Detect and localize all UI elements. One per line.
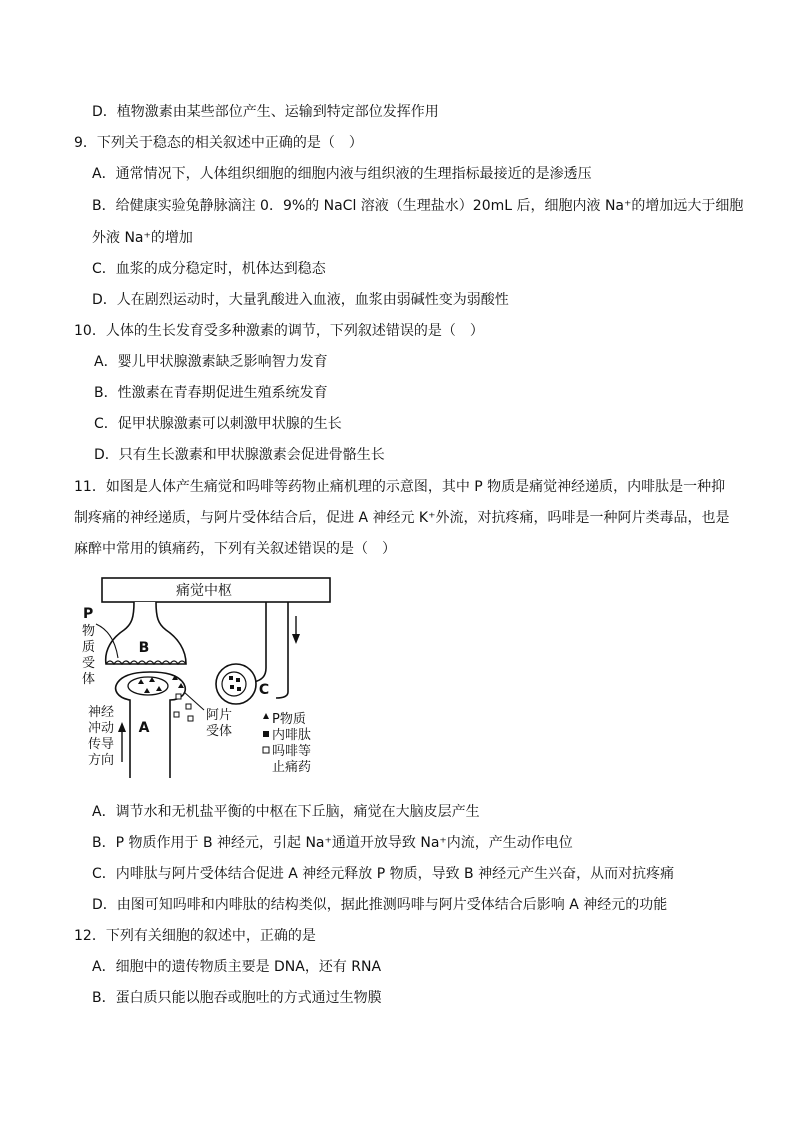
q9-option-c: C．血浆的成分稳定时，机体达到稳态 (92, 261, 326, 277)
pain-center-label: 痛觉中枢 (176, 583, 232, 599)
q11-stem-line1: 11．如图是人体产生痛觉和吗啡等药物止痛机理的示意图，其中 P 物质是痛觉神经递质，内啡肽是一种抑 (74, 479, 726, 495)
q11-stem-line2: 制疼痛的神经递质，与阿片受体结合后，促进 A 神经元 K⁺外流，对抗疼痛，吗啡是一种阿片类毒品，也是 (74, 510, 730, 526)
neuron-a-letter: A (138, 720, 150, 736)
p-letter: P (83, 606, 94, 622)
legend-endorphin: 内啡肽 (272, 728, 312, 743)
q12-option-a: A．细胞中的遗传物质主要是 DNA，还有 RNA (92, 959, 382, 975)
q10-option-a: A．婴儿甲状腺激素缺乏影响智力发育 (94, 354, 328, 370)
q9-option-a: A．通常情况下，人体组织细胞的细胞内液与组织液的生理指标最接近的是渗透压 (92, 166, 592, 182)
p-label-1: 物 (82, 624, 96, 639)
legend-p-substance: P物质 (272, 712, 306, 727)
q12-option-b: B．蛋白质只能以胞吞或胞吐的方式通过生物膜 (92, 990, 382, 1006)
q11-option-b: B．P 物质作用于 B 神经元，引起 Na⁺通道开放导致 Na⁺内流，产生动作电位 (92, 835, 573, 851)
neuron-c-letter: C (258, 682, 270, 698)
impulse-label-2: 冲动 (88, 721, 115, 736)
q10-stem: 10．人体的生长发育受多种激素的调节，下列叙述错误的是（ ） (74, 323, 484, 339)
impulse-label-1: 神经 (88, 705, 115, 720)
p-label-3: 受 (82, 656, 96, 671)
q11-option-d: D．由图可知吗啡和内啡肽的结构类似，据此推测吗啡与阿片受体结合后影响 A 神经元的功能 (92, 897, 668, 913)
neuron-b-letter: B (138, 640, 150, 656)
legend-morphine: 吗啡等 (272, 744, 312, 759)
q9-option-d: D．人在剧烈运动时，大量乳酸进入血液，血浆由弱碱性变为弱酸性 (92, 292, 509, 308)
opioid-receptor-label-2: 受体 (206, 724, 233, 739)
q9-option-b-line1: B．给健康实验兔静脉滴注 0．9%的 NaCl 溶液（生理盐水）20mL 后，细胞内液 Na⁺的增加远大于细胞 (92, 198, 744, 214)
p-label-4: 体 (82, 672, 96, 687)
q10-option-d: D．只有生长激素和甲状腺激素会促进骨骼生长 (94, 447, 385, 463)
impulse-label-3: 传导 (88, 737, 115, 752)
legend-painkiller: 止痛药 (272, 760, 312, 775)
q12-stem: 12．下列有关细胞的叙述中，正确的是 (74, 928, 316, 944)
impulse-label-4: 方向 (88, 753, 115, 768)
p-label-2: 质 (82, 640, 96, 655)
q10-option-b: B．性激素在青春期促进生殖系统发育 (94, 385, 328, 401)
q11-option-c: C．内啡肽与阿片受体结合促进 A 神经元释放 P 物质，导致 B 神经元产生兴奋，从而对抗疼痛 (92, 866, 675, 882)
q8-option-d: D．植物激素由某些部位产生、运输到特定部位发挥作用 (92, 104, 439, 120)
q10-option-c: C．促甲状腺激素可以刺激甲状腺的生长 (94, 416, 342, 432)
q9-option-b-line2: 外液 Na⁺的增加 (92, 230, 193, 246)
q11-option-a: A．调节水和无机盐平衡的中枢在下丘脑，痛觉在大脑皮层产生 (92, 804, 480, 820)
pain-mechanism-diagram (74, 572, 334, 778)
q9-stem: 9．下列关于稳态的相关叙述中正确的是（ ） (74, 135, 363, 151)
q11-stem-line3: 麻醉中常用的镇痛药，下列有关叙述错误的是（ ） (74, 541, 396, 557)
opioid-receptor-label-1: 阿片 (206, 708, 233, 723)
